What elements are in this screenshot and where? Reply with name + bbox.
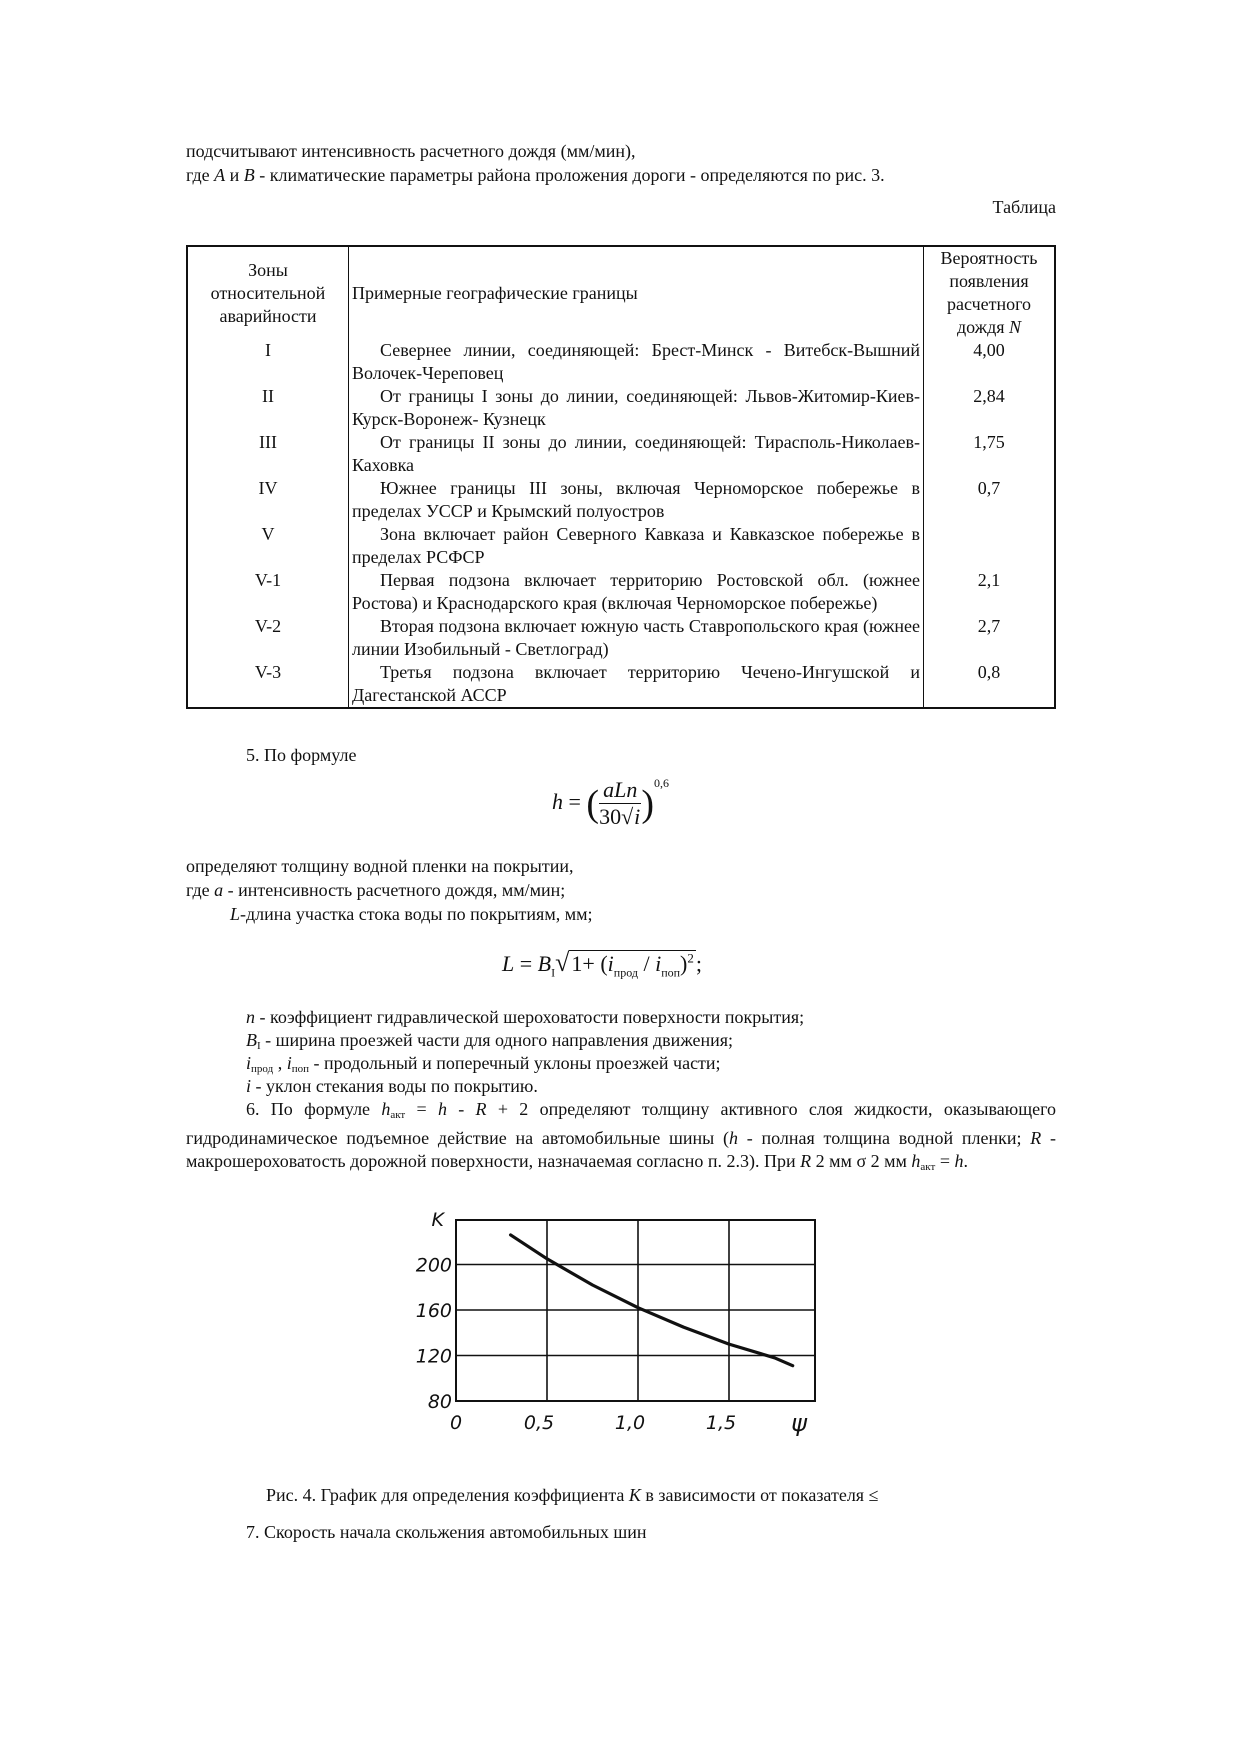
header-zone: Зоны относительной аварийности <box>187 246 349 339</box>
sub: прод <box>613 965 638 980</box>
after-line-3 <box>230 903 593 926</box>
coef: 30 <box>599 804 622 830</box>
x-tick-label: 0 <box>449 1412 463 1434</box>
intro-line-2 <box>186 164 885 187</box>
y-tick-label: 120 <box>415 1345 452 1368</box>
value-cell: 4,00 <box>924 339 1056 385</box>
formula-h <box>552 776 669 830</box>
var-h: h <box>437 1099 447 1119</box>
table-row <box>187 477 1055 523</box>
section-7-heading: 7. Скорость начала скольжения автомобильных шин <box>246 1522 647 1542</box>
table-label: Таблица <box>992 197 1056 217</box>
zone-cell: II <box>187 385 349 431</box>
value-cell: 2,7 <box>924 615 1056 661</box>
table-row <box>187 615 1055 661</box>
value-cell: 2,1 <box>924 569 1056 615</box>
bounds-cell: Южнее границы III зоны, включая Черноморское побережье в пределах УССР и Крымский полуостров <box>349 477 924 523</box>
x-tick-label: 1,0 <box>614 1412 646 1434</box>
data-curve <box>511 1235 793 1366</box>
definition-item: $i_{прод}$ , $i_{поп}$ - продольный и поперечный уклоны проезжей части; <box>246 1053 721 1075</box>
zone-cell: V-3 <box>187 661 349 708</box>
var-h: h <box>552 789 563 814</box>
bounds-cell: От границы I зоны до линии, соединяющей: Львов-Житомир-Киев-Курск-Воронеж- Кузнецк <box>349 385 924 431</box>
var-n: N <box>1009 317 1022 337</box>
y-tick-label: 80 <box>427 1391 452 1413</box>
paren-close: ) <box>641 782 654 825</box>
text: - климатические параметры района проложения дороги - определяются по рис. 3. <box>254 165 885 185</box>
var-k: K <box>628 1485 641 1505</box>
x-tick-label: 0,5 <box>523 1412 555 1434</box>
table-row <box>187 339 1055 385</box>
bounds-cell: Вторая подзона включает южную часть Ставропольского края (южнее линии Изобильный - Светлоград) <box>349 615 924 661</box>
text: . <box>963 1151 968 1171</box>
var-r: R <box>475 1099 487 1119</box>
exponent: 2 <box>687 950 694 966</box>
definition-item: $B_I$ - ширина проезжей части для одного направления движения; <box>246 1030 734 1052</box>
text: в зависимости от показателя ≤ <box>640 1485 879 1505</box>
text: - <box>446 1099 476 1119</box>
zone-cell: IV <box>187 477 349 523</box>
numerator: aLn <box>599 777 641 804</box>
var-l: L <box>502 951 515 976</box>
text: - полная толщина водной пленки; <box>738 1128 1031 1148</box>
text: = <box>935 1151 955 1171</box>
x-tick-label: 1,5 <box>705 1412 737 1434</box>
figure-caption <box>266 1485 878 1506</box>
text: - макрошероховатость дорожной поверхности, назначаемая согласно п. 2.3). При <box>186 1128 1056 1171</box>
exponent: 0,6 <box>653 776 669 790</box>
var-a: A <box>214 165 226 185</box>
var-a: a <box>214 880 224 900</box>
var-h: h <box>729 1128 738 1148</box>
zone-cell: I <box>187 339 349 385</box>
zone-cell: V-2 <box>187 615 349 661</box>
text: 2 мм σ 2 мм <box>811 1151 912 1171</box>
sub: I <box>551 965 556 980</box>
text: Рис. 4. График для определения коэффициента <box>266 1485 629 1505</box>
bounds-cell: Третья подзона включает территорию Чечено-Ингушской и Дагестанской АССР <box>349 661 924 708</box>
section-5-heading: 5. По формуле <box>246 745 357 765</box>
radicand: i <box>634 804 641 830</box>
table-header-row <box>187 246 1055 339</box>
table-row <box>187 661 1055 708</box>
sqrt-icon: √ <box>555 948 570 977</box>
zone-cell: V-1 <box>187 569 349 615</box>
value-cell: 0,7 <box>924 477 1056 523</box>
text: = <box>405 1099 438 1119</box>
table-row <box>187 569 1055 615</box>
sub: поп <box>661 965 681 980</box>
text: + 2 определяют толщину активного слоя жидкости, оказывающего гидродинамическое подъемное действие на автомобильные шины ( <box>186 1099 1056 1148</box>
text: где <box>186 880 215 900</box>
value-cell: 0,8 <box>924 661 1056 708</box>
zone-cell: III <box>187 431 349 477</box>
after-line-2 <box>186 879 565 902</box>
text: Вероятность появления расчетного дождя <box>940 248 1038 337</box>
fraction <box>599 777 641 830</box>
text: 6. По формуле <box>246 1099 382 1119</box>
definition-item: n - коэффициент гидравлической шероховатости поверхности покрытия; <box>246 1007 805 1027</box>
var-h: h <box>911 1151 921 1171</box>
y-tick-label: 160 <box>415 1300 452 1322</box>
y-tick-label: 200 <box>415 1254 452 1277</box>
section-6-paragraph <box>186 1098 1056 1179</box>
formula-l <box>502 948 702 980</box>
y-axis-label: K <box>431 1209 444 1231</box>
table-row <box>187 431 1055 477</box>
paren-open: ( <box>586 782 600 825</box>
var-b: B <box>243 165 255 185</box>
var-r: R <box>1030 1128 1042 1148</box>
table-row <box>187 523 1055 569</box>
var-b: B <box>537 951 552 976</box>
equals: = <box>563 789 587 814</box>
intro-line-1: подсчитывают интенсивность расчетного дождя (мм/мин), <box>186 141 636 161</box>
x-axis-label: ψ <box>791 1409 807 1437</box>
sub: акт <box>390 1109 406 1121</box>
chart-svg <box>405 1205 845 1460</box>
denominator: 30√i <box>599 804 641 830</box>
bounds-cell: Зона включает район Северного Кавказа и Кавказское побережье в пределах РСФСР <box>349 523 924 569</box>
var-h: h <box>954 1151 964 1171</box>
value-cell: 1,75 <box>924 431 1056 477</box>
var-r: R <box>800 1151 812 1171</box>
value-cell: 2,84 <box>924 385 1056 431</box>
sub: акт <box>920 1161 936 1173</box>
var-l: L <box>230 904 241 924</box>
k-psi-chart <box>405 1205 845 1460</box>
text: 1+ ( <box>571 951 608 976</box>
header-probability <box>924 246 1056 339</box>
var-i: i <box>607 951 614 976</box>
zone-cell: V <box>187 523 349 569</box>
bounds-cell: Севернее линии, соединяющей: Брест-Минск - Витебск-Вышний Волочек-Череповец <box>349 339 924 385</box>
radicand <box>569 950 695 980</box>
text: и <box>225 165 244 185</box>
text: где <box>186 165 215 185</box>
table-row <box>187 385 1055 431</box>
var-h: h <box>381 1099 391 1119</box>
text: ) <box>680 951 688 976</box>
bounds-cell: От границы II зоны до линии, соединяющей: Тирасполь-Николаев-Каховка <box>349 431 924 477</box>
equals: = <box>514 951 538 976</box>
value-cell <box>924 523 1056 569</box>
text: / <box>637 951 656 976</box>
text: -длина участка стока воды по покрытиям, мм; <box>240 904 593 924</box>
after-line-1: определяют толщину водной пленки на покрытии, <box>186 856 574 876</box>
var-i: i <box>655 951 662 976</box>
header-bounds: Примерные географические границы <box>349 246 924 339</box>
zones-table <box>186 245 1056 709</box>
text: ; <box>695 951 702 976</box>
definition-item: i - уклон стекания воды по покрытию. <box>246 1076 538 1096</box>
text: - интенсивность расчетного дождя, мм/мин; <box>223 880 566 900</box>
bounds-cell: Первая подзона включает территорию Ростовской обл. (южнее Ростова) и Краснодарского края (включая Черноморское побережье) <box>349 569 924 615</box>
